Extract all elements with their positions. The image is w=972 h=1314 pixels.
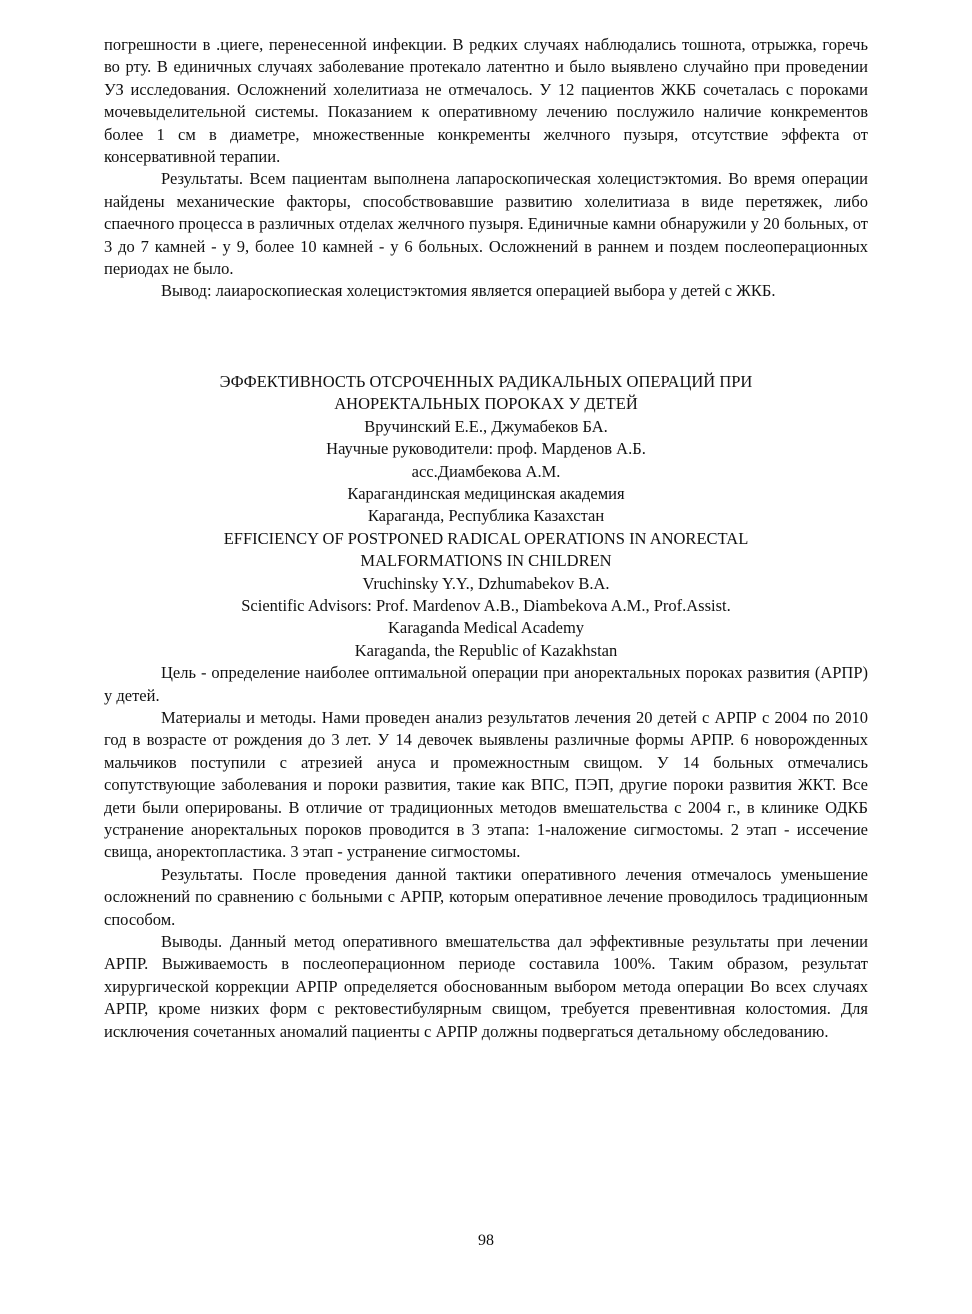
institution-en: Karaganda Medical Academy <box>387 618 585 638</box>
article-title-en-line1: EFFICIENCY OF POSTPONED RADICAL OPERATIONS IN ANORECTAL <box>223 528 749 548</box>
paragraph-prev-1: погрешности в .циеге, перенесенной инфекции. В редких случаях наблюдались тошнота, отрыжка, горечь во рту. В единичных случаях заболевание протекало латентно и было выявлено случайно при проведении УЗ исследования. Осложнений холелитиаза не отмечалось. У 12 пациентов ЖКБ сочеталась с пороками мочевыделительной системы. Показанием к оперативному лечению послужило наличие конкрементов более 1 см в диаметре, множественные конкременты желчного пузыря, отсутствие эффекта от консервативной терапии. <box>104 35 868 167</box>
advisors-ru-line1: Научные руководители: проф. Марденов А.Б. <box>326 439 646 459</box>
page-number: 98 <box>478 1232 494 1249</box>
authors-ru: Вручинский Е.Е., Джумабеков БА. <box>364 416 608 436</box>
institution-ru: Карагандинская медицинская академия <box>347 483 625 503</box>
advisors-en: Scientific Advisors: Prof. Mardenov A.B., Diambekova A.M., Prof.Assist. <box>241 595 731 615</box>
page-body <box>104 34 868 1043</box>
authors-en: Vruchinsky Y.Y., Dzhumabekov B.A. <box>362 573 610 593</box>
paragraph-conclusions: Выводы. Данный метод оперативного вмешательства дал эффективные результаты при лечении АРПР. Выживаемость в послеоперационном периоде составила 100%. Таким образом, результат хирургической коррекции АРПР определяется обоснованным выбором метода операции Во всех случаях АРПР, кроме низких форм с ректовестибулярным свищом, требуется превентивная колостомия. Для исключения сочетанных аномалий пациенты с АРПР должны подвергаться детальному обследованию. <box>104 932 868 1041</box>
article-title-ru-line2: АНОРЕКТАЛЬНЫХ ПОРОКАХ У ДЕТЕЙ <box>334 394 638 414</box>
paragraph-prev-results: Результаты. Всем пациентам выполнена лапароскопическая холецистэктомия. Во время операции найдены механические факторы, способствовавшие развитию холелитиаза в виде перетяжек, либо спаечного процесса в различных отделах желчного пузыря. Единичные камни обнаружили у 20 больных, от 3 до 7 камней - у 9, более 10 камней - у 6 больных. Осложнений в раннем и поздем послеоперационных периодах не было. <box>104 169 868 279</box>
city-ru: Караганда, Республика Казахстан <box>367 506 605 526</box>
article-title-en-line2: MALFORMATIONS IN CHILDREN <box>360 551 612 571</box>
paragraph-methods: Материалы и методы. Нами проведен анализ результатов лечения 20 детей с АРПР с 2004 по 2010 год в возрасте от рождения до 3 лет. У 14 девочек выявлены различные формы АРПР. 6 новорожденных мальчиков поступили с атрезией ануса и промежностным свищом. У 14 больных отмечались сопутствующие заболевания и пороки развития, такие как ВПС, ПЭП, другие пороки развития ЖКТ. Все дети были оперированы. В отличие от традиционных методов вмешательства с 2004 г., в клинике ОДКБ устранение аноректальных пороков проводится в 3 этапа: 1-наложение сигмостомы. 2 этап - иссечение свища, аноректопластика. 3 этап - устранение сигмостомы. <box>104 707 868 862</box>
article-title-ru-line1: ЭФФЕКТИВНОСТЬ ОТСРОЧЕННЫХ РАДИКАЛЬНЫХ ОПЕРАЦИЙ ПРИ <box>219 371 753 391</box>
article-body <box>104 662 868 1043</box>
city-en: Karaganda, the Republic of Kazakhstan <box>354 640 618 660</box>
article-header <box>104 371 868 662</box>
previous-article-tail <box>104 34 868 303</box>
paragraph-aim: Цель - определение наиболее оптимальной операции при аноректальных пороках развития (АРПР) у детей. <box>104 663 868 705</box>
paragraph-prev-conclusion: Вывод: лаиароскопиеская холецистэктомия является операцией выбора у детей с ЖКБ. <box>161 281 776 301</box>
paragraph-results: Результаты. После проведения данной тактики оперативного лечения отмечалось уменьшение осложнений по сравнению с больными с АРПР, которым оперативное лечение проводилось традиционным способом. <box>104 864 868 929</box>
advisors-ru-line2: асс.Диамбекова А.М. <box>411 461 561 481</box>
